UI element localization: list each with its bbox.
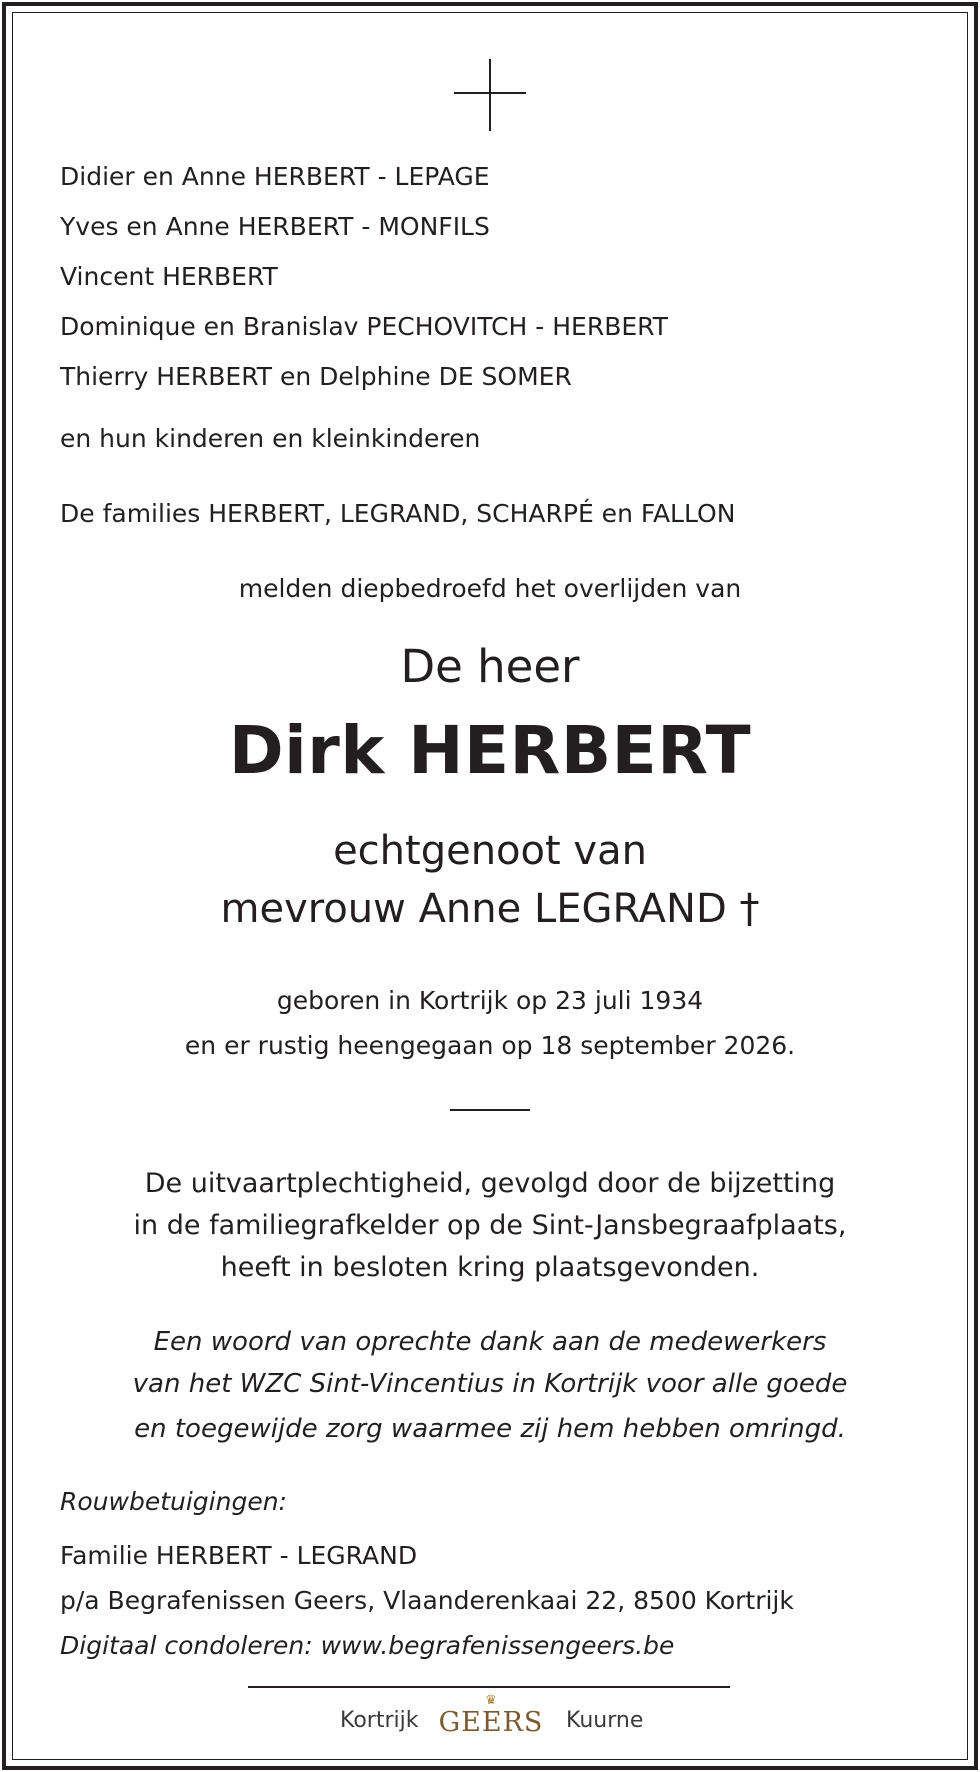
- condolences-address: p/a Begrafenissen Geers, Vlaanderenkaai 22, 8500 Kortrijk: [60, 1586, 794, 1615]
- separator: [450, 1109, 530, 1111]
- ceremony-line-1: De uitvaartplechtigheid, gevolgd door de bijzetting: [144, 1168, 836, 1199]
- descendants-line: en hun kinderen en kleinkinderen: [60, 424, 481, 453]
- deceased-name: Dirk HERBERT: [228, 712, 752, 789]
- condolences-heading: Rouwbetuigingen:: [60, 1487, 287, 1516]
- thanks-line-2: van het WZC Sint-Vincentius in Kortrijk voor alle goede: [132, 1369, 848, 1399]
- thanks-line-3: en toegewijde zorg waarmee zij hem hebben omringd.: [134, 1414, 846, 1444]
- family-line-2: Yves en Anne HERBERT - MONFILS: [60, 212, 490, 241]
- condolences-family: Familie HERBERT - LEGRAND: [60, 1541, 418, 1570]
- logo-wordmark: GEERS: [438, 1707, 544, 1738]
- footer-rule: [248, 1686, 730, 1688]
- families-line: De families HERBERT, LEGRAND, SCHARPÉ en FALLON: [60, 499, 736, 528]
- family-line-4: Dominique en Branislav PECHOVITCH - HERBERT: [60, 312, 668, 341]
- spouse-line-1: echtgenoot van: [333, 828, 647, 874]
- spouse-line-2: mevrouw Anne LEGRAND †: [220, 886, 760, 932]
- condolences-digital: Digitaal condoleren: www.begrafenissengeers.be: [60, 1631, 675, 1660]
- family-line-3: Vincent HERBERT: [60, 262, 278, 291]
- footer-town-right: Kuurne: [566, 1708, 644, 1733]
- birth-line: geboren in Kortrijk op 23 juli 1934: [276, 986, 704, 1015]
- funeral-home-logo: [436, 1694, 546, 1744]
- ceremony-line-3: heeft in besloten kring plaatsgevonden.: [220, 1252, 760, 1283]
- family-line-1: Didier en Anne HERBERT - LEPAGE: [60, 162, 490, 191]
- death-line: en er rustig heengegaan op 18 september 2026.: [184, 1031, 796, 1060]
- ceremony-line-2: in de familiegrafkelder op de Sint-Jansbegraafplaats,: [133, 1210, 847, 1241]
- announcement: melden diepbedroefd het overlijden van: [238, 574, 742, 603]
- thanks-line-1: Een woord van oprechte dank aan de medewerkers: [153, 1327, 827, 1357]
- footer-town-left: Kortrijk: [340, 1708, 419, 1733]
- crown-icon: ♛: [485, 1693, 497, 1708]
- deceased-title: De heer: [400, 640, 580, 693]
- family-line-5: Thierry HERBERT en Delphine DE SOMER: [60, 362, 572, 391]
- cross-icon: [454, 59, 526, 131]
